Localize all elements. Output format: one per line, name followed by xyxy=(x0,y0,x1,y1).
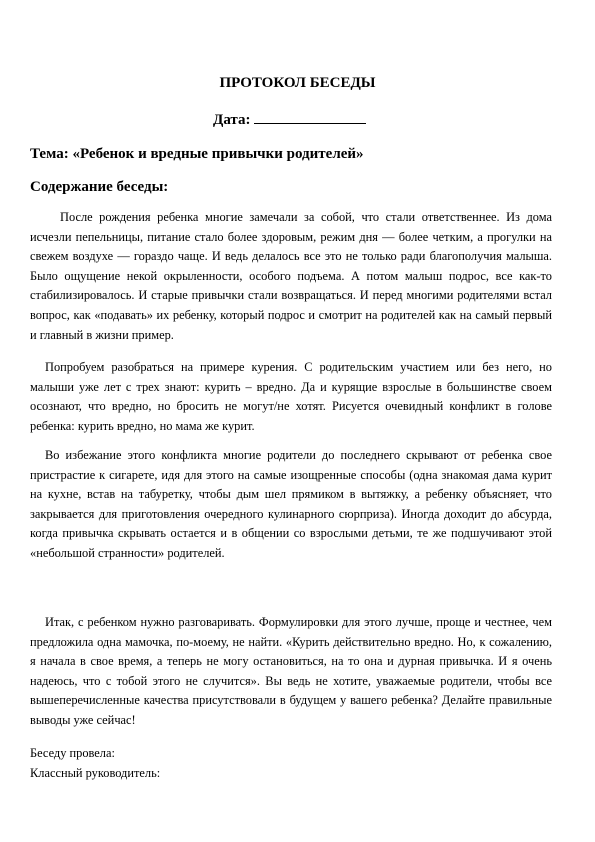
content-heading: Содержание беседы: xyxy=(30,179,169,195)
paragraph: Итак, с ребенком нужно разговаривать. Формулировки для этого лучше, проще и честнее, чем предложила одна мамочка, по-моему, не найти. «Курить действительно вредно. Но, к сожалению, я начала в свое время, а теперь не могу остановиться, на то она и дурная привычка. И я очень надеюсь, что с тобой этого не случится». Вы ведь не хотите, уважаемые родители, чтобы все вышеперечисленные качества присутствовали в будущем у вашего ребенка? Делайте правильные выводы уже сейчас! xyxy=(30,615,552,727)
date-field xyxy=(213,109,366,129)
date-blank-line xyxy=(254,109,366,124)
paragraph: Попробуем разобраться на примере курения. С родительским участием или без него, но малыши уже лет с трех знают: курить – вредно. Да и курящие взрослые в большинстве своем осознают, что вредно, но бросить не могут/не хотят. Рисуется очевидный конфликт в голове ребенка: курить вредно, но мама же курит. xyxy=(30,360,552,433)
page-title: ПРОТОКОЛ БЕСЕДЫ xyxy=(219,75,376,91)
date-label: Дата: xyxy=(213,112,251,128)
signature-class-teacher: Классный руководитель: xyxy=(30,766,161,780)
topic-heading: Тема: «Ребенок и вредные привычки родителей» xyxy=(30,146,364,162)
paragraph: После рождения ребенка многие замечали за собой, что стали ответственнее. Из дома исчезли пепельницы, питание стало более здоровым, режим дня — более четким, а прогулки на свежем воздухе — гораздо чаще. И ведь делалось все это не только ради благополучия малыша. Было ощущение некой окрыленности, особого подъема. А потом малыш подрос, все как-то стабилизировалось. И старые привычки стали возвращаться. И перед многими родителями встал вопрос, как «подавать» их ребенку, который подрос и смотрит на родителей как на самый первый и главный в жизни пример. xyxy=(30,210,552,342)
signature-conducted-by: Беседу провела: xyxy=(30,746,115,760)
paragraph: Во избежание этого конфликта многие родители до последнего скрывают от ребенка свое пристрастие к сигарете, идя для этого на самые изощренные способы (одна знакомая дама курит на кухне, встав на табуретку, чтобы дым шел прямиком в вытяжку, а ребенку объясняет, что закрывается для приготовления очередного кулинарного сюрприза). Иногда доходит до абсурда, когда привычка скрывать остается и в общении со взрослыми детьми, те же подшучивают этой «небольшой странности» родителей. xyxy=(30,448,552,560)
